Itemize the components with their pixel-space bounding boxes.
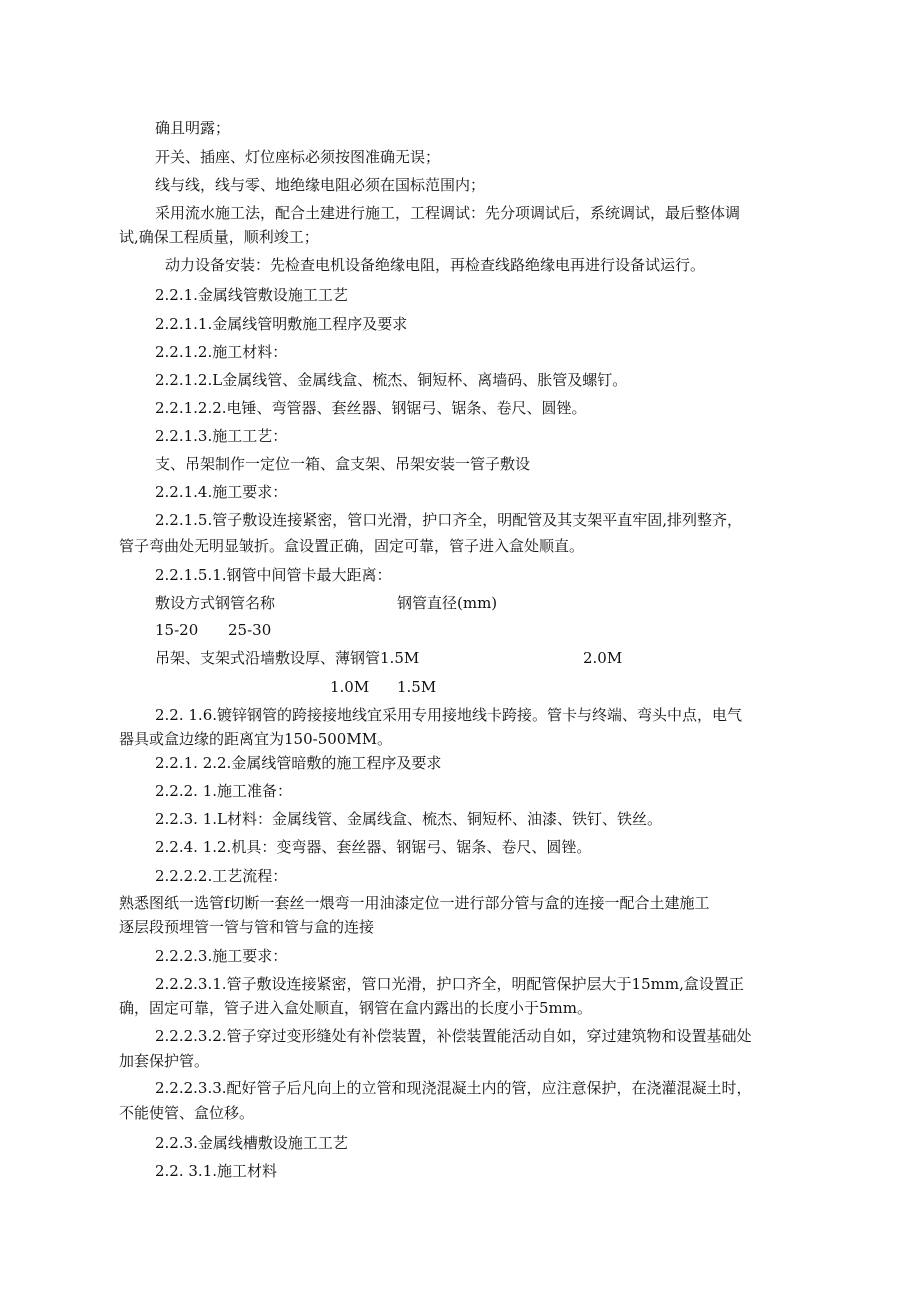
- section-heading: 2.2.1.4.施工要求：: [155, 483, 288, 501]
- section-heading: 2.2. 3.1.施工材料: [155, 1162, 278, 1180]
- table-cell: 25-30: [228, 621, 272, 639]
- text-line: 加套保护管。: [119, 1052, 210, 1070]
- text-line: 确，固定可靠，管子进入盒处顺直，钢管在盒内露出的长度小于5mm。: [119, 999, 592, 1017]
- section-heading: 2.2.1.5.1.钢管中间管卡最大距离：: [155, 566, 392, 584]
- text-line: 熟悉图纸一选管f切断一套丝一煨弯一用油漆定位一进行部分管与盒的连接一配合土建施工: [119, 894, 710, 912]
- text-line: 支、吊架制作一定位一箱、盒支架、吊架安装一管子敷设: [155, 455, 531, 473]
- text-line: 2.2.2.3.2.管子穿过变形缝处有补偿装置，补偿装置能活动自如，穿过建筑物和设置基础处: [155, 1027, 752, 1045]
- text-line: 器具或盒边缘的距离宜为150-500MM。: [119, 730, 393, 748]
- section-heading: 2.2.2.3.施工要求：: [155, 947, 288, 965]
- text-line: 2.2. 1.6.镀锌钢管的跨接接地线宜采用专用接地线卡跨接。管卡与终端、弯头中点，电气: [155, 706, 743, 724]
- text-line: 逐层段预埋管一管与管和管与盒的连接: [119, 918, 375, 936]
- table-cell: 2.0M: [583, 649, 623, 667]
- section-heading: 2.2.3.金属线槽敷设施工工艺: [155, 1134, 348, 1152]
- text-line: 2.2.3. 1.L材料：金属线管、金属线盒、梳杰、铜短杯、油漆、铁钉、铁丝。: [155, 810, 662, 828]
- table-header-cell: 钢管直径(mm): [397, 594, 498, 612]
- text-line: 确且明露；: [155, 119, 231, 137]
- table-cell: 15-20: [155, 621, 199, 639]
- text-line: 不能使管、盒位移。: [119, 1104, 255, 1122]
- section-heading: 2.2.1. 2.2.金属线管暗敷的施工程序及要求: [155, 754, 442, 772]
- section-heading: 2.2.2. 1.施工准备：: [155, 782, 293, 800]
- table-cell: 吊架、支架式沿墙敷设厚、薄钢管1.5M: [155, 649, 420, 667]
- section-heading: 2.2.2.2.工艺流程：: [155, 867, 288, 885]
- text-line: 2.2.2.3.3.配好管子后凡向上的立管和现浇混凝土内的管，应注意保护，在浇灌混凝土时，: [155, 1079, 752, 1097]
- table-cell: 1.0M: [330, 678, 370, 696]
- section-heading: 2.2.1.2.施工材料：: [155, 343, 288, 361]
- text-line: 试,确保工程质量，顺利竣工；: [119, 228, 319, 246]
- text-line: 2.2.4. 1.2.机具：变弯器、套丝器、钢锯弓、锯条、卷尺、圆锉。: [155, 838, 592, 856]
- text-line: 2.2.1.5.管子敷设连接紧密，管口光滑，护口齐全，明配管及其支架平直牢固,排列整齐，: [155, 511, 743, 529]
- text-line: 管子弯曲处无明显皱折。盒设置正确，固定可靠，管子进入盒处顺直。: [119, 537, 585, 555]
- text-line: 开关、插座、灯位座标必须按图准确无误；: [155, 148, 441, 166]
- text-line: 动力设备安装：先检查电机设备绝缘电阻，再检查线路绝缘电再进行设备试运行。: [165, 256, 706, 274]
- text-line: 2.2.1.2.L金属线管、金属线盒、梳杰、铜短杯、离墙码、胀管及螺钉。: [155, 371, 628, 389]
- text-line: 线与线，线与零、地绝缘电阻必须在国标范围内；: [155, 176, 486, 194]
- section-heading: 2.2.1.3.施工工艺：: [155, 427, 288, 445]
- section-heading: 2.2.1.金属线管敷设施工工艺: [155, 286, 348, 304]
- table-header-cell: 敷设方式钢管名称: [155, 594, 276, 612]
- section-heading: 2.2.1.1.金属线管明敷施工程序及要求: [155, 315, 408, 333]
- text-line: 采用流水施工法，配合土建进行施工，工程调试：先分项调试后，系统调试，最后整体调: [155, 204, 741, 222]
- text-line: 2.2.2.3.1.管子敷设连接紧密，管口光滑，护口齐全，明配管保护层大于15mm,盒设置正: [155, 975, 744, 993]
- text-line: 2.2.1.2.2.电锤、弯管器、套丝器、钢锯弓、锯条、卷尺、圆锉。: [155, 399, 587, 417]
- table-cell: 1.5M: [397, 678, 437, 696]
